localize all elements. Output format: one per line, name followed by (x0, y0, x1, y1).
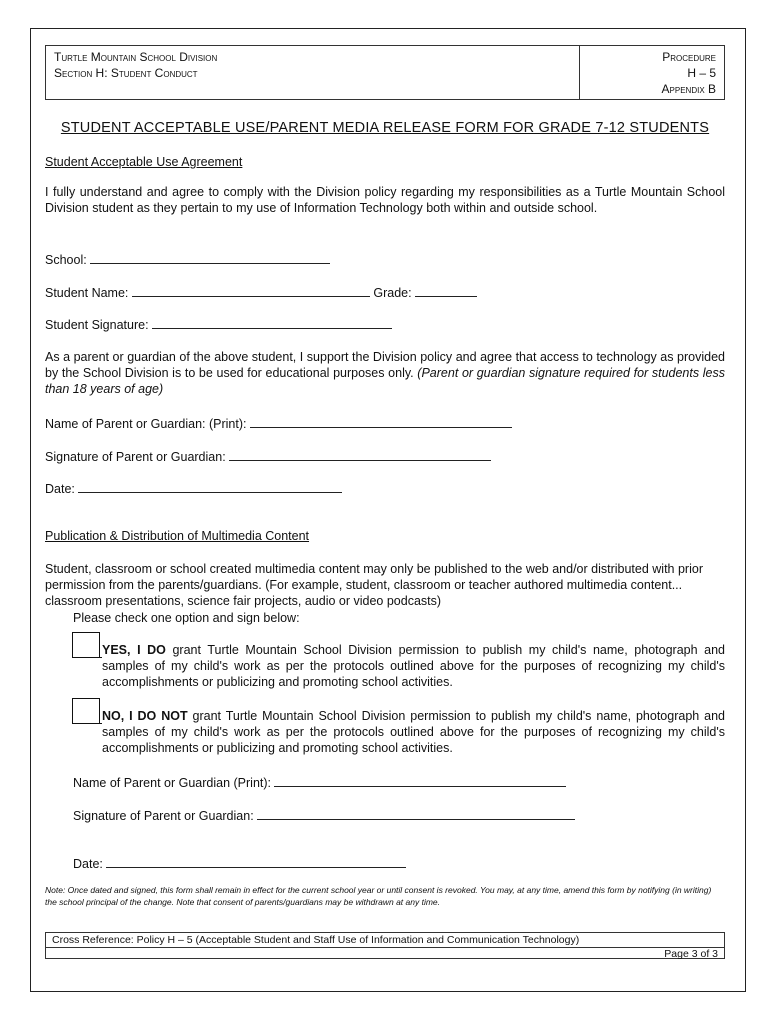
no-checkbox[interactable] (72, 698, 100, 724)
date-label: Date: (45, 482, 75, 496)
media-date-input-line[interactable] (106, 856, 406, 868)
division-name: Turtle Mountain School Division (54, 50, 218, 64)
yes-option (72, 632, 725, 690)
form-note: Note: Once dated and signed, this form shall remain in effect for the current school year or until consent is revoked. You may, at any time, amend this form by notifying (in writing) the school principal of the change. Note that consent of parents/guardians may be withdrawn at any time. (45, 885, 712, 907)
school-input-line[interactable] (90, 252, 330, 264)
yes-option-body: grant Turtle Mountain School Division permission to publish my child's name, photograph and samples of my child's work as per the protocols outlined above for the purposes of recognizing my child's accomplishments or publicizing and promoting school activities. (102, 643, 726, 689)
school-label: School: (45, 253, 87, 267)
student-signature-input-line[interactable] (152, 317, 392, 329)
procedure-label: Procedure (662, 50, 716, 64)
cross-reference: Cross Reference: Policy H – 5 (Acceptable Student and Staff Use of Information and Communication Technology) (46, 933, 724, 948)
parent-signature-input-line[interactable] (229, 449, 491, 461)
parent-signature-field (45, 449, 725, 465)
procedure-code: H – 5 (687, 66, 716, 80)
parent-name-field (45, 416, 725, 432)
media-parent-signature-label: Signature of Parent or Guardian: (73, 809, 254, 823)
no-option (72, 698, 725, 756)
check-instruction: Please check one option and sign below: (73, 611, 300, 625)
no-option-bold: NO, I DO NOT (102, 709, 188, 723)
acceptable-use-paragraph: I fully understand and agree to comply with the Division policy regarding my responsibilities as a Turtle Mountain School Division student as they pertain to my use of Information Technology both within and outside school. (45, 185, 725, 215)
header-right (579, 46, 724, 99)
no-checkbox-line (72, 723, 102, 724)
parent-name-input-line[interactable] (250, 416, 512, 428)
footer (45, 932, 725, 959)
parent-name-label: Name of Parent or Guardian: (Print): (45, 417, 247, 431)
media-date-field (73, 856, 723, 872)
page-frame (30, 28, 746, 992)
page-number: Page 3 of 3 (664, 948, 718, 960)
publication-paragraph: Student, classroom or school created multimedia content may only be published to the web and/or distributed with prior permission from the parents/guardians. (For example, student, classroom or teacher authored multimedia content... classroom presentations, science fair projects, audio or video podcasts) (45, 562, 703, 608)
document-header (45, 45, 725, 100)
student-name-input-line[interactable] (132, 285, 370, 297)
media-parent-signature-field (73, 808, 723, 824)
no-option-text (102, 698, 725, 756)
parent-signature-label: Signature of Parent or Guardian: (45, 450, 226, 464)
student-name-label: Student Name: (45, 286, 129, 300)
media-parent-name-field (73, 775, 723, 791)
student-name-field (45, 285, 725, 301)
student-signature-field (45, 317, 725, 333)
section-name: Section H: Student Conduct (54, 66, 198, 80)
page-title: STUDENT ACCEPTABLE USE/PARENT MEDIA RELEASE FORM FOR GRADE 7-12 STUDENTS (60, 120, 710, 136)
date-input-line[interactable] (78, 481, 342, 493)
media-parent-name-label: Name of Parent or Guardian (Print): (73, 776, 271, 790)
yes-option-bold: YES, I DO (102, 643, 166, 657)
parent-signature-note: (Parent or guardian signature required for students less than 18 years of age) (45, 366, 725, 396)
appendix-label: Appendix B (661, 82, 716, 96)
student-signature-label: Student Signature: (45, 318, 149, 332)
yes-option-text (102, 632, 725, 690)
parent-support-paragraph (45, 349, 725, 397)
media-parent-name-input-line[interactable] (274, 775, 566, 787)
no-option-body: grant Turtle Mountain School Division permission to publish my child's name, photograph and samples of my child's work as per the protocols outlined above for the purposes of recognizing my child's accomplishments or publicizing and promoting school activities. (102, 709, 726, 755)
parent-support-text: As a parent or guardian of the above student, I support the Division policy and agree that access to technology as provided by the School Division is to be used for educational purposes only. (45, 350, 725, 380)
acceptable-use-heading: Student Acceptable Use Agreement (45, 155, 243, 169)
media-parent-signature-input-line[interactable] (257, 808, 575, 820)
header-left (46, 46, 579, 99)
yes-checkbox-line (72, 657, 102, 658)
media-date-label: Date: (73, 857, 103, 871)
grade-label: Grade: (373, 286, 412, 300)
school-field (45, 252, 725, 268)
yes-checkbox[interactable] (72, 632, 100, 658)
date-field (45, 481, 725, 497)
publication-heading: Publication & Distribution of Multimedia Content (45, 529, 310, 543)
grade-input-line[interactable] (415, 285, 477, 297)
